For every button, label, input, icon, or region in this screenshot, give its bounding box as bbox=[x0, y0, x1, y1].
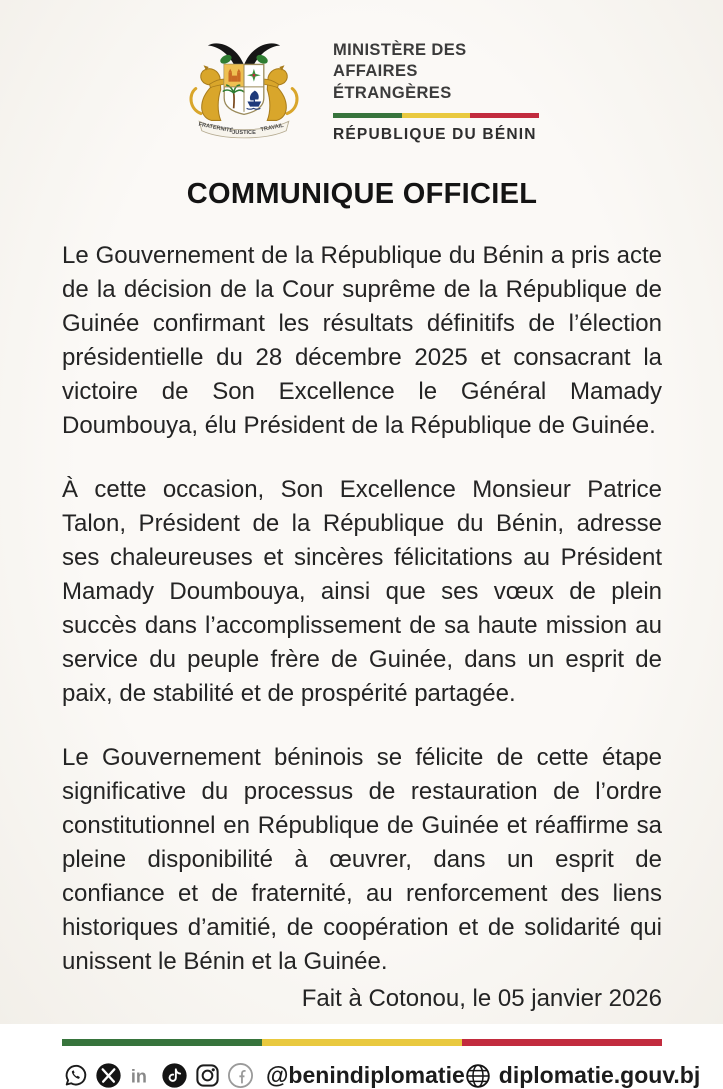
ministry-name-line2: ÉTRANGÈRES bbox=[333, 83, 452, 102]
website-group bbox=[465, 1062, 700, 1089]
instagram-icon bbox=[194, 1062, 221, 1089]
page-title: COMMUNIQUE OFFICIEL bbox=[186, 178, 538, 210]
tiktok-icon bbox=[161, 1062, 188, 1089]
flag-red-segment bbox=[462, 1039, 662, 1046]
communique-body bbox=[62, 239, 662, 1013]
panther-left bbox=[191, 65, 224, 120]
svg-text:in: in bbox=[130, 1066, 147, 1087]
flag-green-segment bbox=[62, 1039, 262, 1046]
benin-coat-of-arms-icon bbox=[175, 36, 313, 148]
ministry-name-line1: MINISTÈRE DES AFFAIRES bbox=[333, 40, 467, 81]
paragraph-1: Le Gouvernement de la République du Bénin a pris acte de la décision de la Cour suprême de la République de Guinée confirmant les résultats définitifs de l’élection présidentielle du 28 décembre 2025 et consacrant la victoire de Son Excellence le Général Mamady Doumbouya, élu Président de la République de Guinée. bbox=[62, 242, 662, 439]
website-url: diplomatie.gouv.bj bbox=[498, 1062, 701, 1088]
svg-text:FRATERNITÉ: FRATERNITÉ bbox=[198, 121, 234, 135]
ministry-block bbox=[333, 40, 549, 144]
facebook-icon bbox=[227, 1062, 254, 1089]
ministry-name bbox=[333, 40, 549, 104]
x-icon bbox=[95, 1062, 122, 1089]
header-flag-divider bbox=[333, 113, 539, 118]
footer-contacts bbox=[62, 1062, 701, 1089]
document-header bbox=[62, 36, 662, 148]
flag-red-segment bbox=[470, 113, 539, 118]
motto-ribbon bbox=[198, 120, 289, 138]
whatsapp-icon bbox=[62, 1062, 89, 1089]
paragraph-2: À cette occasion, Son Excellence Monsieur Patrice Talon, Président de la République du Bénin, adresse ses chaleureuses et sincères félicitations au Président Mamady Doumbouya, ainsi que ses vœux de plein succès dans l’accomplissement de sa haute mission au service du peuple frère de Guinée, dans un esprit de paix, de stabilité et de prospérité partagée. bbox=[62, 476, 662, 707]
paragraph-3: Le Gouvernement béninois se félicite de cette étape significative du processus de restauration de l’ordre constitutionnel en République de Guinée et réaffirme sa pleine disponibilité à œuvrer, dans un esprit de confiance et de fraternité, au renforcement des liens historiques d’amitié, de coopération et de solidarité qui unissent le Bénin et la Guinée. bbox=[62, 744, 662, 975]
flag-green-segment bbox=[333, 113, 402, 118]
svg-text:JUSTICE: JUSTICE bbox=[232, 129, 256, 136]
flag-yellow-segment bbox=[262, 1039, 462, 1046]
republic-name: RÉPUBLIQUE DU BÉNIN bbox=[333, 126, 537, 144]
linkedin-icon bbox=[128, 1062, 155, 1089]
flag-yellow-segment bbox=[402, 113, 471, 118]
panther-right bbox=[264, 65, 297, 120]
dateline: Fait à Cotonou, le 05 janvier 2026 bbox=[301, 985, 662, 1012]
shield bbox=[223, 64, 263, 114]
social-links bbox=[62, 1062, 465, 1089]
social-handle: @benindiplomatie bbox=[266, 1062, 465, 1088]
footer-flag-divider bbox=[62, 1039, 662, 1046]
svg-text:TRAVAIL: TRAVAIL bbox=[260, 122, 285, 134]
globe-icon bbox=[465, 1063, 491, 1089]
